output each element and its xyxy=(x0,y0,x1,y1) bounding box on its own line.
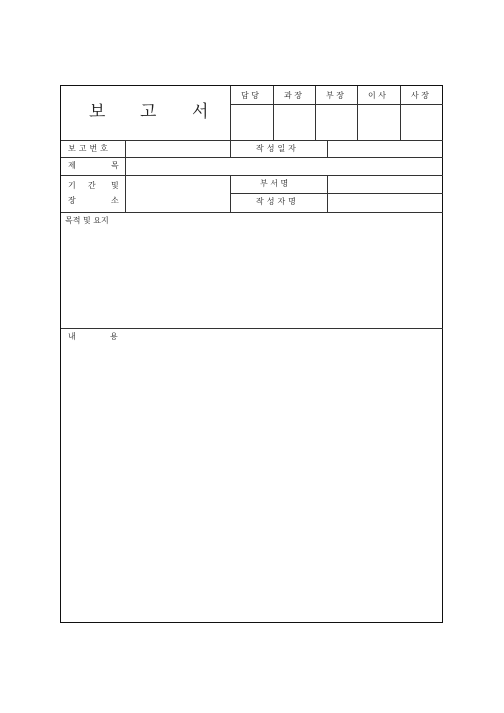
title-char-1: 보 xyxy=(89,102,106,122)
mid-column-border-2 xyxy=(230,175,231,212)
approval-label-section-chief: 과 장 xyxy=(284,91,302,100)
title-char-3: 서 xyxy=(192,102,209,122)
purpose-field[interactable] xyxy=(61,213,443,328)
approval-label-president: 사 장 xyxy=(411,91,429,100)
period-label-char-3: 및 xyxy=(111,181,119,190)
signature-box-president[interactable] xyxy=(401,105,443,140)
approval-label-staff: 담 당 xyxy=(241,91,259,100)
date-written-field[interactable] xyxy=(328,141,443,157)
place-label-char-1: 장 xyxy=(68,196,76,205)
content-label-char-2: 용 xyxy=(110,332,118,341)
mid-column-border-1 xyxy=(230,140,231,157)
report-form xyxy=(60,85,443,623)
content-field[interactable] xyxy=(61,329,443,623)
signature-box-section-chief[interactable] xyxy=(274,105,315,140)
report-number-field[interactable] xyxy=(126,141,230,157)
subject-field[interactable] xyxy=(126,158,443,175)
approval-label-department-head: 부 장 xyxy=(326,91,344,100)
approval-label-director: 이 사 xyxy=(368,91,386,100)
title-char-2: 고 xyxy=(140,102,157,122)
author-field[interactable] xyxy=(328,194,443,212)
subject-label-char-2: 목 xyxy=(111,161,119,170)
date-written-label: 작성일자 xyxy=(256,144,299,153)
subject-label-char-1: 제 xyxy=(68,161,76,170)
period-label-char-1: 기 xyxy=(68,181,76,190)
purpose-label: 목적 및 요지 xyxy=(65,216,109,225)
report-number-label: 보고번호 xyxy=(68,144,111,153)
place-label-char-2: 소 xyxy=(111,196,119,205)
signature-box-director[interactable] xyxy=(358,105,400,140)
content-label-char-1: 내 xyxy=(68,332,76,341)
department-label: 부 서 명 xyxy=(260,179,289,188)
period-label-char-2: 간 xyxy=(88,181,96,190)
signature-box-staff[interactable] xyxy=(231,105,273,140)
period-place-field[interactable] xyxy=(126,176,230,212)
author-label: 작성자명 xyxy=(256,197,299,206)
signature-box-department-head[interactable] xyxy=(316,105,357,140)
department-field[interactable] xyxy=(328,176,443,193)
